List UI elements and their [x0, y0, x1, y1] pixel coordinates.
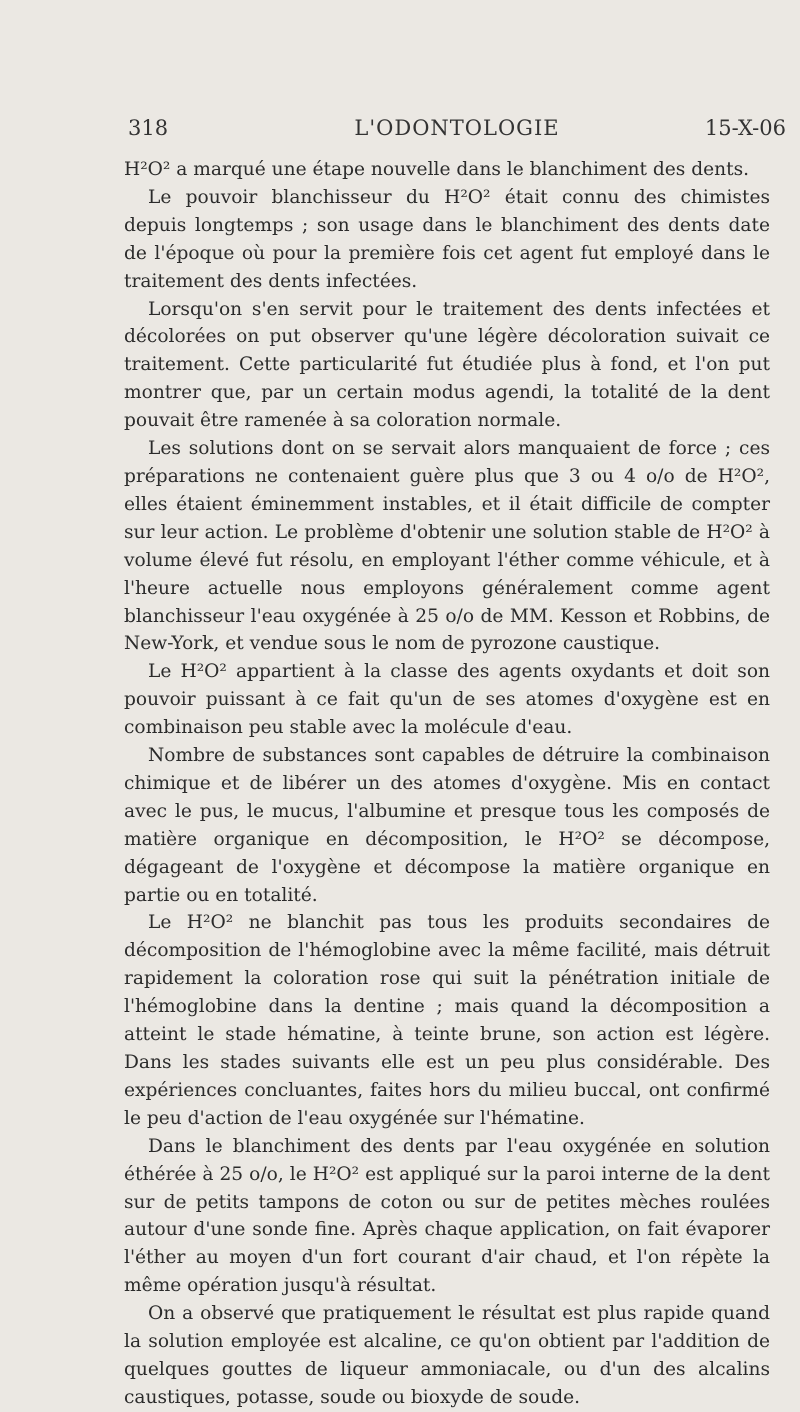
body-text [124, 156, 770, 1412]
paragraph: Dans le blanchiment des dents par l'eau oxygénée en solution éthérée à 25 o/o, le H²O² est appliqué sur la paroi interne de la dent sur de petits tampons de coton ou sur de petites mèches roulées autour d'une sonde fine. Après chaque application, on fait évaporer l'éther au moyen d'un fort courant d'air chaud, et l'on répète la même opération jusqu'à résultat. [124, 1135, 770, 1297]
paragraph: Lorsqu'on s'en servit pour le traitement des dents infectées et décolorées on put observer qu'une légère décoloration suivait ce traitement. Cette particularité fut étudiée plus à fond, et l'on put montrer que, par un certain modus agendi, la totalité de la dent pouvait être ramenée à sa coloration normale. [124, 298, 770, 432]
running-title: L'ODONTOLOGIE [354, 116, 560, 140]
paragraph: Le H²O² ne blanchit pas tous les produits secondaires de décomposition de l'hémoglobine avec la même facilité, mais détruit rapidement la coloration rose qui suit la pénétration initiale de l'hémoglobine dans la dentine ; mais quand la décomposition a atteint le stade hématine, à teinte brune, son action est légère. Dans les stades suivants elle est un peu plus considérable. Des expériences concluantes, faites hors du milieu buccal, ont confirmé le peu d'action de l'eau oxygénée sur l'hématine. [124, 912, 770, 1129]
paragraph: Les solutions dont on se servait alors manquaient de force ; ces préparations ne contenaient guère plus que 3 ou 4 o/o de H²O², elles étaient éminemment instables, et il était difficile de compter sur leur action. Le problème d'obtenir une solution stable de H²O² à volume élevé fut résolu, en employant l'éther comme véhicule, et à l'heure actuelle nous employons généralement comme agent blanchisseur l'eau oxygénée à 25 o/o de MM. Kesson et Robbins, de New-York, et vendue sous le nom de pyrozone caustique. [124, 438, 770, 655]
paragraph: Le H²O² appartient à la classe des agents oxydants et doit son pouvoir puissant à ce fait qu'un de ses atomes d'oxygène est en combinaison peu stable avec la molécule d'eau. [124, 661, 770, 739]
page-number: 318 [128, 116, 169, 140]
issue-date: 15-X-06 [704, 116, 786, 140]
running-header [128, 116, 786, 146]
paragraph: Le pouvoir blanchisseur du H²O² était connu des chimistes depuis longtemps ; son usage dans le blanchiment des dents date de l'époque où pour la première fois cet agent fut employé dans le traitement des dents infectées. [124, 186, 770, 292]
paragraph: Nombre de substances sont capables de détruire la combinaison chimique et de libérer un des atomes d'oxygène. Mis en contact avec le pus, le mucus, l'albumine et presque tous les composés de matière organique en décomposition, le H²O² se décompose, dégageant de l'oxygène et décompose la matière organique en partie ou en totalité. [124, 745, 770, 906]
paragraph: On a observé que pratiquement le résultat est plus rapide quand la solution employée est alcaline, ce qu'on obtient par l'addition de quelques gouttes de liqueur ammoniacale, ou d'un des alcalins caustiques, potasse, soude ou bioxyde de soude. [124, 1303, 770, 1408]
paragraph: H²O² a marqué une étape nouvelle dans le blanchiment des dents. [124, 159, 750, 180]
